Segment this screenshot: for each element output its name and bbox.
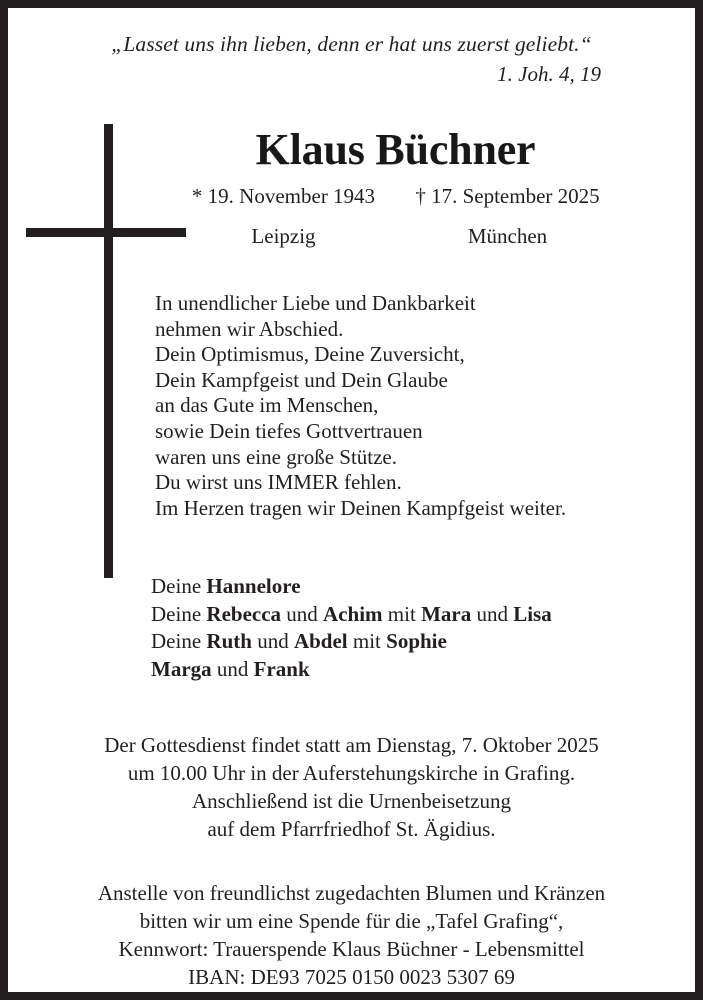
mourners-list: [151, 573, 661, 683]
scripture-quote: [8, 30, 695, 88]
cross-icon-vertical-bar: [104, 124, 113, 578]
mourner-line: [151, 656, 661, 684]
mourner-connector: und: [471, 601, 514, 626]
service-line: um 10.00 Uhr in der Auferstehungskirche in Grafing.: [127, 761, 576, 785]
mourner-name: Lisa: [513, 601, 552, 626]
obituary-notice: [8, 8, 695, 992]
death-place: München: [467, 224, 548, 248]
tribute-line: Im Herzen tragen wir Deinen Kampfgeist weiter.: [155, 495, 567, 520]
mourner-name: Marga: [151, 656, 212, 681]
mourner-name: Abdel: [293, 629, 348, 653]
tribute-line: nehmen wir Abschied.: [155, 316, 344, 341]
service-line: Der Gottesdienst findet statt am Dienstag, 7. Oktober 2025: [104, 733, 599, 757]
tribute-line: Dein Kampfgeist und Dein Glaube: [155, 367, 448, 392]
mourner-line: [151, 628, 661, 656]
service-information: [32, 731, 671, 843]
mourner-name: Achim: [323, 601, 383, 626]
birth-date-text: 19. November 1943: [207, 184, 376, 208]
life-places-row: [120, 224, 671, 249]
mourner-name: Frank: [253, 656, 310, 681]
death-date-text: 17. September 2025: [431, 184, 600, 208]
tribute-line: waren uns eine große Stütze.: [155, 444, 398, 469]
tribute-line: an das Gute im Menschen,: [155, 393, 379, 418]
mourner-connector: Deine: [151, 601, 207, 626]
tribute-line: Dein Optimismus, Deine Zuversicht,: [155, 342, 465, 367]
tribute-line: In unendlicher Liebe und Dankbarkeit: [155, 291, 476, 315]
mourner-connector: und: [251, 629, 294, 653]
mourner-line: [151, 601, 661, 629]
scripture-quote-citation: 1. Joh. 4, 19: [497, 62, 601, 87]
tribute-line: sowie Dein tiefes Gottvertrauen: [155, 418, 423, 443]
mourner-connector: Deine: [151, 629, 207, 653]
mourner-connector: und: [281, 601, 324, 626]
mourner-connector: mit: [347, 629, 387, 653]
life-dates-row: [120, 184, 671, 209]
service-line: Anschließend ist die Urnenbeisetzung: [192, 789, 511, 813]
donation-line: IBAN: DE93 7025 0150 0023 5307 69: [188, 965, 515, 989]
dagger-icon: †: [415, 184, 426, 208]
birth-symbol-icon: *: [191, 184, 203, 208]
birth-place: Leipzig: [251, 224, 316, 248]
donation-line: bitten wir um eine Spende für die „Tafel Grafing“,: [139, 909, 564, 933]
mourner-name: Sophie: [386, 629, 447, 653]
mourner-name: Mara: [421, 601, 472, 626]
mourner-connector: Deine: [151, 574, 207, 598]
mourner-connector: mit: [382, 601, 422, 626]
birth-date: [172, 184, 396, 209]
donation-information: [32, 879, 671, 991]
service-line: auf dem Pfarrfriedhof St. Ägidius.: [207, 817, 496, 841]
mourner-name: Ruth: [206, 629, 252, 653]
death-date: [396, 184, 620, 209]
donation-line: Kennwort: Trauerspende Klaus Büchner - Lebensmittel: [118, 937, 585, 961]
mourner-name: Rebecca: [206, 601, 282, 626]
scripture-quote-text: „Lasset uns ihn lieben, denn er hat uns zuerst geliebt.“: [111, 32, 592, 56]
mourner-connector: und: [211, 656, 254, 681]
mourner-name: Hannelore: [206, 574, 301, 598]
tribute-text: [155, 291, 655, 521]
donation-line: Anstelle von freundlichst zugedachten Blumen und Kränzen: [97, 881, 606, 905]
tribute-line: Du wirst uns IMMER fehlen.: [155, 470, 402, 495]
deceased-name: Klaus Büchner: [255, 125, 536, 174]
mourner-line: [151, 573, 661, 601]
